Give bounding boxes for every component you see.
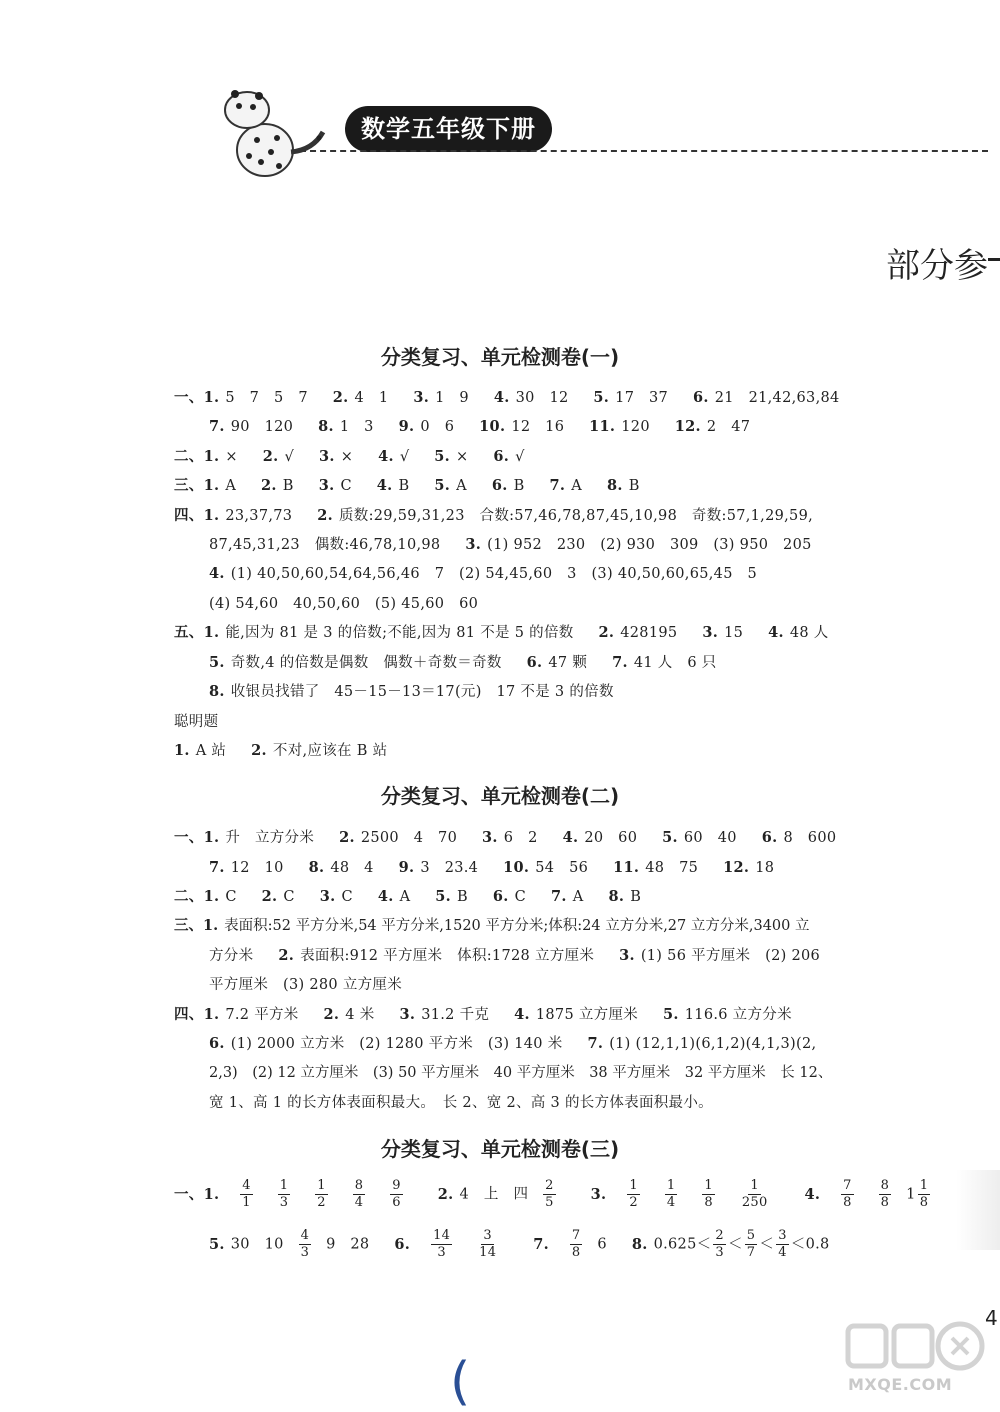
fraction: $\frac{9}{6}$ — [392, 1178, 401, 1210]
fraction: $\frac{1}{8}$ — [919, 1178, 929, 1210]
fraction: $\frac{14}{3}$ — [433, 1228, 451, 1260]
answer-line: 三、1. 表面积:52 平方分米,54 平方分米,1520 平方分米;体积:24 立方分米,27 立方分米,3400 立 — [174, 917, 810, 934]
pen-mark: ( — [450, 1352, 471, 1412]
fraction: $\frac{7}{8}$ — [571, 1228, 581, 1260]
fraction: $\frac{4}{1}$ — [242, 1178, 251, 1210]
answer-line: 二、1. C 2. C 3. C 4. A 5. B 6. C 7. A 8. B — [174, 888, 642, 905]
answer-line: 5. 奇数,4 的倍数是偶数 偶数＋奇数＝奇数 6. 47 颗 7. 41 人 6 只 — [209, 654, 717, 671]
answer-line: 方分米 2. 表面积:912 平方厘米 体积:1728 立方厘米 3. (1) 56 平方厘米 (2) 206 — [209, 947, 821, 964]
section-title: 分类复习、单元检测卷(三) — [380, 1137, 620, 1161]
fraction: $\frac{1}{3}$ — [279, 1178, 289, 1210]
fraction: $\frac{1}{2}$ — [629, 1178, 638, 1210]
answer-line: 87,45,31,23 偶数:46,78,10,98 3. (1) 952 230 (2) 930 309 (3) 950 205 — [209, 536, 812, 553]
answer-line: 五、1. 能,因为 81 是 3 的倍数;不能,因为 81 不是 5 的倍数 2. 428195 3. 15 4. 48 人 — [174, 624, 829, 641]
section-title: 分类复习、单元检测卷(一) — [380, 345, 620, 369]
scan-shadow — [956, 1170, 1000, 1250]
fraction: $\frac{3}{14}$ — [479, 1228, 497, 1260]
answer-line: 一、1. $\frac{4}{1}$ $\frac{1}{3}$ $\frac{1}{2}$ $\frac{8}{4}$ $\frac{9}{6}$ 2. 4 上 四 $\frac{2}{5}$ 3. $\frac{1}{2}$ $\frac{1}{4}$ $\frac{1}{8}$ $\frac{1}{250}$ 4. $\frac{7}{8}$ $\frac{8}{8}$ 1 $\frac{1}{8}$ — [174, 1178, 929, 1210]
answer-line: 宽 1、高 1 的长方体表面积最大。 长 2、宽 2、高 3 的长方体表面积最小。 — [209, 1095, 713, 1111]
fraction: $\frac{2}{3}$ — [715, 1228, 724, 1260]
answer-line: 一、1. 升 立方分米 2. 2500 4 70 3. 6 2 4. 20 60 5. 60 40 6. 8 600 — [174, 829, 837, 846]
header-dashed-rule — [300, 150, 988, 152]
watermark-url: MXQE.COM — [848, 1375, 953, 1394]
fraction: $\frac{1}{2}$ — [317, 1178, 326, 1210]
part-title: 部分参 — [886, 246, 988, 286]
book-title-banner: 数学五年级下册 — [345, 106, 552, 152]
answer-line: (4) 54,60 40,50,60 (5) 45,60 60 — [209, 596, 479, 612]
fraction: $\frac{8}{8}$ — [880, 1178, 890, 1210]
answer-line: 5. 30 10 $\frac{4}{3}$ 9 28 6. $\frac{14}{3}$ $\frac{3}{14}$ 7. $\frac{7}{8}$ 6 8. 0.625＜ $\frac{2}{3}$ ＜ $\frac{5}{7}$ ＜ $\frac{3}{4}$ ＜0.8 — [209, 1228, 830, 1260]
answer-line: 四、1. 23,37,73 2. 质数:29,59,31,23 合数:57,46,78,87,45,10,98 奇数:57,1,29,59, — [174, 507, 814, 524]
page-number: 4 — [985, 1306, 998, 1330]
fraction: $\frac{7}{8}$ — [843, 1178, 852, 1210]
answer-line: 平方厘米 (3) 280 立方厘米 — [209, 977, 403, 993]
fraction: $\frac{3}{4}$ — [778, 1228, 787, 1260]
answer-line: 8. 收银员找错了 45－15－13＝17(元) 17 不是 3 的倍数 — [209, 683, 614, 700]
answer-line: 7. 90 120 8. 1 3 9. 0 6 10. 12 16 11. 120 12. 2 47 — [209, 418, 751, 435]
smart-question-heading: 聪明题 — [174, 714, 219, 730]
answer-line: 4. (1) 40,50,60,54,64,56,46 7 (2) 54,45,60 3 (3) 40,50,60,65,45 5 — [209, 565, 758, 582]
answer-line: 四、1. 7.2 平方米 2. 4 米 3. 31.2 千克 4. 1875 立方厘米 5. 116.6 立方分米 — [174, 1006, 792, 1023]
fraction: $\frac{5}{7}$ — [746, 1228, 756, 1260]
answer-line: 一、1. 5 7 5 7 2. 4 1 3. 1 9 4. 30 12 5. 17 37 6. 21 21,42,63,84 — [174, 389, 840, 406]
fraction: $\frac{2}{5}$ — [545, 1178, 554, 1210]
leopard-mascot-icon — [213, 80, 333, 190]
fraction: $\frac{8}{4}$ — [354, 1178, 364, 1210]
part-title-rule — [988, 258, 1000, 261]
answer-line: 三、1. A 2. B 3. C 4. B 5. A 6. B 7. A 8. B — [174, 477, 640, 494]
answer-line: 2,3) (2) 12 立方厘米 (3) 50 平方厘米 40 平方厘米 38 平方厘米 32 平方厘米 长 12、 — [209, 1065, 833, 1081]
fraction: $\frac{4}{3}$ — [300, 1228, 310, 1260]
fraction: $\frac{1}{4}$ — [666, 1178, 676, 1210]
fraction: $\frac{1}{8}$ — [704, 1178, 713, 1210]
answer-line: 1. A 站 2. 不对,应该在 B 站 — [174, 742, 388, 759]
fraction: $\frac{1}{250}$ — [741, 1178, 768, 1210]
answer-line: 二、1. × 2. √ 3. × 4. √ 5. × 6. √ — [174, 448, 525, 465]
answer-line: 6. (1) 2000 立方米 (2) 1280 平方米 (3) 140 米 7. (1) (12,1,1)(6,1,2)(4,1,3)(2, — [209, 1035, 817, 1052]
answer-line: 7. 12 10 8. 48 4 9. 3 23.4 10. 54 56 11. 48 75 12. 18 — [209, 859, 775, 876]
section-title: 分类复习、单元检测卷(二) — [380, 784, 620, 808]
